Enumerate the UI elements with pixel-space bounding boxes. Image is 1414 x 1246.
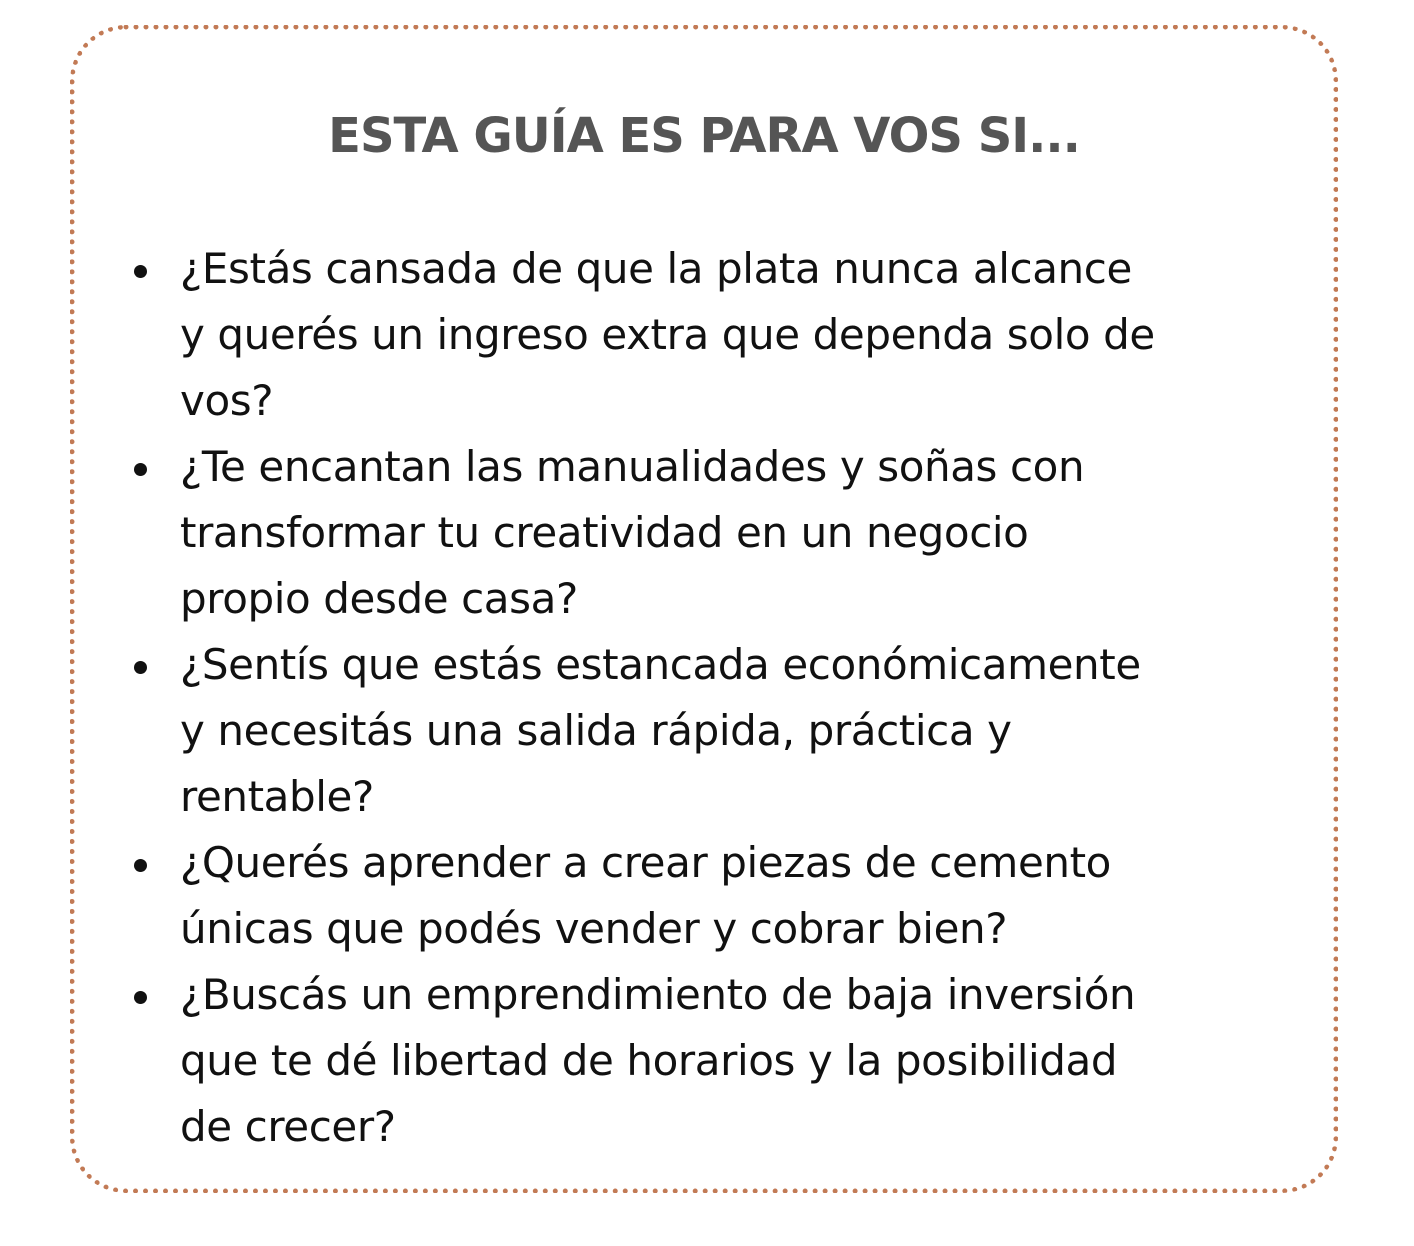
list-item-line: de crecer? [180,1102,396,1151]
list-item-line: rentable? [180,772,374,821]
bullet-icon [134,463,147,476]
list-item-line: vos? [180,376,274,425]
list-item-line: que te dé libertad de horarios y la posibilidad [180,1036,1118,1085]
list-item-line: ¿Querés aprender a crear piezas de cemento [180,838,1111,887]
list-item [180,236,1328,434]
list-item-line: y querés un ingreso extra que dependa solo de [180,310,1155,359]
list-item-line: ¿Sentís que estás estancada económicamente [180,640,1141,689]
bullet-icon [134,859,147,872]
bullet-icon [134,991,147,1004]
guide-card [70,25,1338,1193]
list-item [180,962,1328,1160]
list-item [180,434,1328,632]
list-item-line: ¿Estás cansada de que la plata nunca alcance [180,244,1132,293]
list-item-line: transformar tu creatividad en un negocio [180,508,1029,557]
list-item [180,830,1328,962]
criteria-list [180,236,1328,1160]
bullet-icon [134,661,147,674]
list-item-line: propio desde casa? [180,574,578,623]
bullet-icon [134,265,147,278]
list-item-line: ¿Buscás un emprendimiento de baja inversión [180,970,1136,1019]
list-item [180,632,1328,830]
list-item-line: únicas que podés vender y cobrar bien? [180,904,1008,953]
card-title: ESTA GUÍA ES PARA VOS SI... [328,108,1080,164]
list-item-line: ¿Te encantan las manualidades y soñas con [180,442,1085,491]
list-item-line: y necesitás una salida rápida, práctica y [180,706,1012,755]
